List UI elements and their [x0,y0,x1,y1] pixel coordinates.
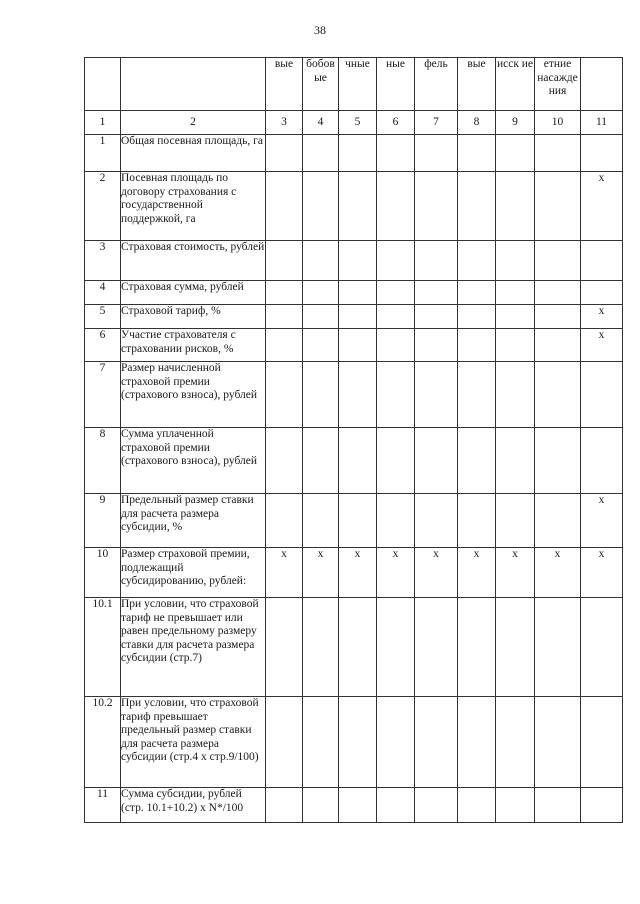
value-cell[interactable] [266,172,303,241]
table-row [85,697,623,788]
value-cell[interactable]: x [266,548,303,598]
value-cell[interactable] [535,172,581,241]
row-number: 10.1 [85,598,121,697]
value-cell[interactable] [496,598,535,697]
value-cell[interactable] [535,494,581,548]
header-row [85,58,623,111]
value-cell[interactable] [339,329,377,362]
value-cell[interactable] [496,135,535,172]
value-cell[interactable] [377,788,415,823]
value-cell[interactable]: x [581,305,623,329]
value-cell[interactable] [303,362,339,428]
header-cell: фель [415,58,458,111]
row-label: Размер страховой премии, подлежащий субсидированию, рублей: [121,548,266,598]
value-cell[interactable] [339,697,377,788]
row-number: 3 [85,241,121,281]
value-cell[interactable] [339,172,377,241]
value-cell[interactable]: x [581,329,623,362]
value-cell[interactable] [303,788,339,823]
value-cell[interactable] [266,697,303,788]
value-cell[interactable] [266,135,303,172]
column-index-cell: 8 [458,111,496,135]
row-number: 5 [85,305,121,329]
column-index-cell: 10 [535,111,581,135]
table-row [85,329,623,362]
row-number: 9 [85,494,121,548]
header-cell: бобов ые [303,58,339,111]
table-row [85,135,623,172]
value-cell[interactable] [303,281,339,305]
value-cell[interactable] [339,598,377,697]
value-cell[interactable]: x [303,548,339,598]
value-cell[interactable] [535,428,581,494]
row-label: Сумма субсидии, рублей (стр. 10.1+10.2) x N*/100 [121,788,266,823]
value-cell[interactable]: x [581,548,623,598]
header-cell: етние насажде ния [535,58,581,111]
row-label: При условии, что страховой тариф превышает предельный размер ставки для расчета размера субсидии (стр.4 x стр.9/100) [121,697,266,788]
value-cell[interactable] [377,362,415,428]
table-row [85,281,623,305]
value-cell[interactable] [581,598,623,697]
header-cell: вые [266,58,303,111]
value-cell[interactable] [339,305,377,329]
value-cell[interactable] [303,305,339,329]
subsidy-calculation-table [84,57,623,823]
value-cell[interactable]: x [496,548,535,598]
value-cell[interactable] [581,697,623,788]
row-label: При условии, что страховой тариф не превышает или равен предельному размеру ставки для расчета размера субсидии (стр.7) [121,598,266,697]
column-index-cell: 1 [85,111,121,135]
value-cell[interactable] [377,598,415,697]
value-cell[interactable] [458,598,496,697]
row-label: Страховая стоимость, рублей [121,241,266,281]
value-cell[interactable] [266,305,303,329]
value-cell[interactable]: x [339,548,377,598]
value-cell[interactable] [303,697,339,788]
value-cell[interactable] [377,135,415,172]
value-cell[interactable] [266,598,303,697]
value-cell[interactable] [581,135,623,172]
value-cell[interactable] [266,494,303,548]
value-cell[interactable] [458,305,496,329]
row-label: Страховая сумма, рублей [121,281,266,305]
column-index-cell: 9 [496,111,535,135]
column-index-cell: 4 [303,111,339,135]
value-cell[interactable] [496,494,535,548]
value-cell[interactable] [303,598,339,697]
table-row [85,548,623,598]
row-number: 2 [85,172,121,241]
value-cell[interactable] [535,788,581,823]
value-cell[interactable] [303,494,339,548]
value-cell[interactable] [535,305,581,329]
value-cell[interactable] [415,362,458,428]
value-cell[interactable] [266,329,303,362]
value-cell[interactable] [415,281,458,305]
value-cell[interactable] [377,697,415,788]
value-cell[interactable] [303,241,339,281]
value-cell[interactable] [377,281,415,305]
value-cell[interactable] [339,494,377,548]
value-cell[interactable] [496,428,535,494]
value-cell[interactable] [377,172,415,241]
row-number: 4 [85,281,121,305]
row-number: 10 [85,548,121,598]
value-cell[interactable] [458,697,496,788]
value-cell[interactable] [535,598,581,697]
value-cell[interactable] [415,598,458,697]
page-number: 38 [314,23,326,37]
value-cell[interactable] [415,172,458,241]
row-number: 7 [85,362,121,428]
header-cell: ные [377,58,415,111]
value-cell[interactable] [266,428,303,494]
value-cell[interactable] [458,788,496,823]
header-cell [121,58,266,111]
value-cell[interactable] [377,494,415,548]
value-cell[interactable] [496,329,535,362]
column-index-row [85,111,623,135]
value-cell[interactable] [303,329,339,362]
value-cell[interactable] [535,135,581,172]
value-cell[interactable] [339,362,377,428]
column-index-cell: 11 [581,111,623,135]
row-number: 8 [85,428,121,494]
value-cell[interactable] [458,329,496,362]
value-cell[interactable]: x [581,172,623,241]
header-cell [85,58,121,111]
value-cell[interactable] [458,172,496,241]
value-cell[interactable] [496,788,535,823]
value-cell[interactable] [496,697,535,788]
value-cell[interactable] [458,494,496,548]
table-row [85,428,623,494]
value-cell[interactable] [496,305,535,329]
value-cell[interactable] [415,241,458,281]
row-label: Страховой тариф, % [121,305,266,329]
value-cell[interactable] [339,428,377,494]
value-cell[interactable] [581,428,623,494]
value-cell[interactable] [415,494,458,548]
value-cell[interactable] [535,329,581,362]
table-row [85,598,623,697]
table-row [85,305,623,329]
value-cell[interactable] [303,172,339,241]
value-cell[interactable] [339,241,377,281]
value-cell[interactable] [458,135,496,172]
column-index-cell: 5 [339,111,377,135]
value-cell[interactable] [496,241,535,281]
row-number: 11 [85,788,121,823]
value-cell[interactable]: x [377,548,415,598]
value-cell[interactable] [581,281,623,305]
value-cell[interactable] [377,241,415,281]
row-label: Общая посевная площадь, га [121,135,266,172]
value-cell[interactable] [535,281,581,305]
value-cell[interactable] [458,362,496,428]
value-cell[interactable]: x [415,548,458,598]
value-cell[interactable] [535,697,581,788]
column-index-cell: 6 [377,111,415,135]
value-cell[interactable]: x [581,494,623,548]
row-number: 10.2 [85,697,121,788]
column-index-cell: 2 [121,111,266,135]
value-cell[interactable] [339,281,377,305]
value-cell[interactable] [496,172,535,241]
header-cell: иcск ие [496,58,535,111]
table-row [85,241,623,281]
value-cell[interactable] [339,788,377,823]
row-label: Предельный размер ставки для расчета размера субсидии, % [121,494,266,548]
value-cell[interactable] [581,241,623,281]
column-index-cell: 3 [266,111,303,135]
row-label: Размер начисленной страховой премии (страхового взноса), рублей [121,362,266,428]
value-cell[interactable] [535,241,581,281]
value-cell[interactable] [458,428,496,494]
table-row [85,788,623,823]
table-row [85,172,623,241]
value-cell[interactable] [415,305,458,329]
value-cell[interactable]: x [535,548,581,598]
value-cell[interactable] [303,135,339,172]
header-cell: вые [458,58,496,111]
value-cell[interactable] [581,788,623,823]
header-cell: чные [339,58,377,111]
value-cell[interactable] [458,281,496,305]
value-cell[interactable] [266,281,303,305]
value-cell[interactable] [458,241,496,281]
value-cell[interactable] [415,788,458,823]
value-cell[interactable] [266,241,303,281]
value-cell[interactable]: x [458,548,496,598]
value-cell[interactable] [266,362,303,428]
value-cell[interactable] [415,428,458,494]
row-number: 6 [85,329,121,362]
value-cell[interactable] [415,329,458,362]
table-row [85,362,623,428]
value-cell[interactable] [415,135,458,172]
column-index-cell: 7 [415,111,458,135]
row-label: Посевная площадь по договору страхования с государственной поддержкой, га [121,172,266,241]
value-cell[interactable] [496,281,535,305]
value-cell[interactable] [377,428,415,494]
value-cell[interactable] [303,428,339,494]
row-label: Сумма уплаченной страховой премии (страхового взноса), рублей [121,428,266,494]
row-label: Участие страхователя с страховании рисков, % [121,329,266,362]
value-cell[interactable] [266,788,303,823]
row-number: 1 [85,135,121,172]
value-cell[interactable] [415,697,458,788]
value-cell[interactable] [496,362,535,428]
value-cell[interactable] [535,362,581,428]
header-cell [581,58,623,111]
table-row [85,494,623,548]
value-cell[interactable] [377,305,415,329]
value-cell[interactable] [339,135,377,172]
value-cell[interactable] [581,362,623,428]
value-cell[interactable] [377,329,415,362]
